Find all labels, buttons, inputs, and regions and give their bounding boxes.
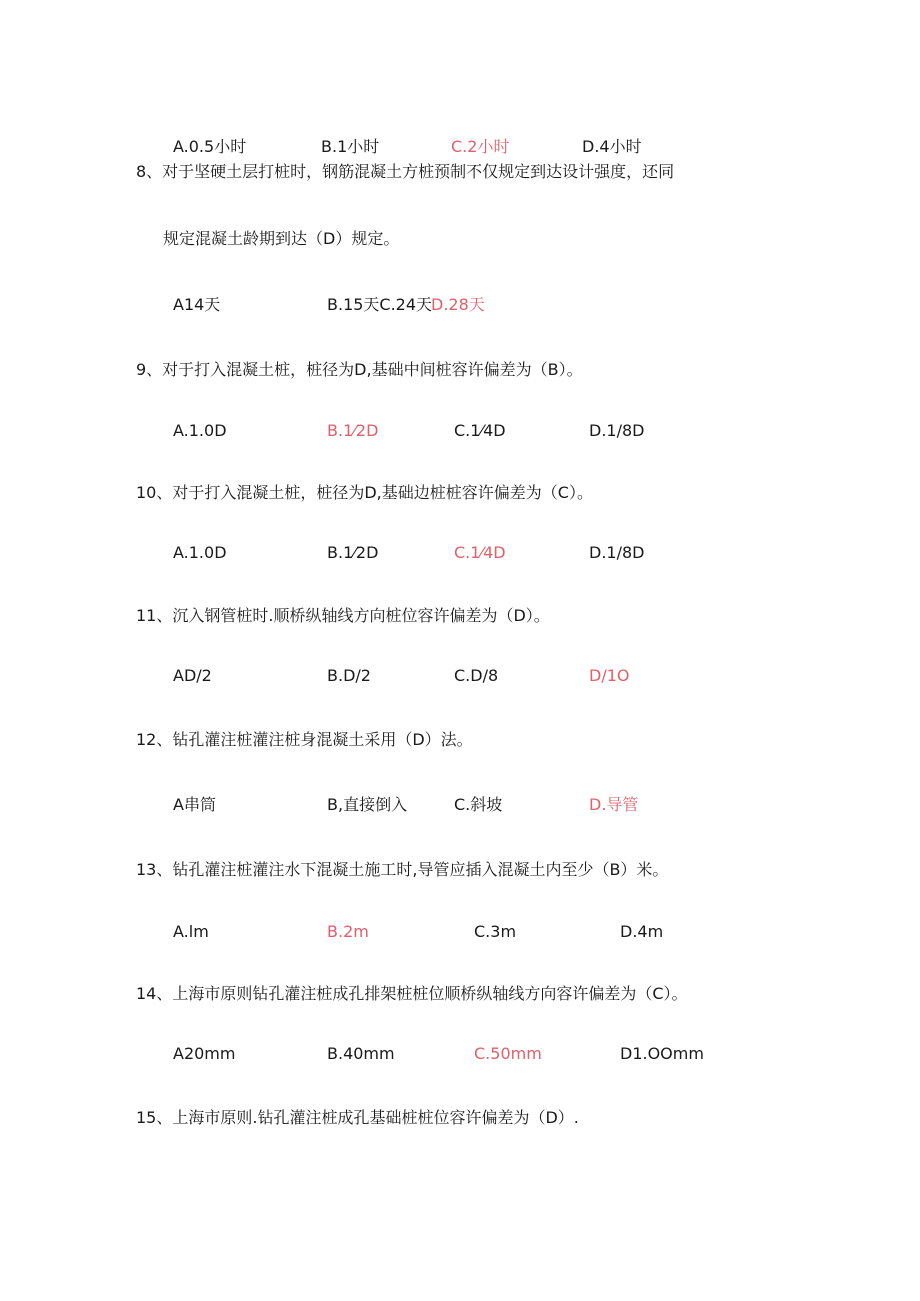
q8-option-a: A14天: [173, 295, 221, 314]
q8-question-line2: 规定混凝土龄期到达（D）规定。: [163, 229, 400, 248]
q7-option-c-answer: C.2小时: [451, 137, 510, 156]
q12-option-d-answer: D.导管: [589, 795, 639, 814]
q7-option-a: A.0.5小时: [173, 137, 247, 156]
q12-question: 12、钻孔灌注桩灌注桩身混凝土采用（D）法。: [136, 730, 473, 749]
q7-option-d: D.4小时: [582, 137, 642, 156]
q14-question: 14、上海市原则钻孔灌注桩成孔排架桩桩位顺桥纵轴线方向容许偏差为（C）。: [136, 984, 688, 1003]
q14-option-a: A20mm: [173, 1044, 236, 1063]
q14-option-d: D1.OOmm: [620, 1044, 704, 1063]
q8-question-line1: 8、对于坚硬土层打桩时，钢筋混凝土方桩预制不仅规定到达设计强度，还同: [136, 162, 675, 181]
q11-question: 11、沉入钢管桩时.顺桥纵轴线方向桩位容许偏差为（D）。: [136, 606, 550, 625]
q12-option-c: C.斜坡: [454, 795, 503, 814]
q11-option-d-answer: D/1O: [589, 666, 630, 685]
q14-option-c-answer: C.50mm: [474, 1044, 542, 1063]
q10-option-c-answer: C.1⁄4D: [454, 543, 506, 562]
q9-option-d: D.1/8D: [589, 421, 645, 440]
q9-option-b-answer: B.1⁄2D: [327, 421, 379, 440]
q13-question: 13、钻孔灌注桩灌注水下混凝土施工时,导管应插入混凝土内至少（B）米。: [136, 860, 669, 879]
q10-option-b: B.1⁄2D: [327, 543, 379, 562]
q9-question: 9、对于打入混凝土桩，桩径为D,基础中间桩容许偏差为（B）。: [136, 360, 583, 379]
q13-option-a: A.lm: [173, 922, 209, 941]
q9-option-c: C.1⁄4D: [454, 421, 506, 440]
q12-option-a: A串筒: [173, 795, 216, 814]
q9-option-a: A.1.0D: [173, 421, 227, 440]
q10-question: 10、对于打入混凝土桩，桩径为D,基础边桩桩容许偏差为（C）。: [136, 483, 593, 502]
q11-option-c: C.D/8: [454, 666, 499, 685]
q8-option-bc: B.15天C.24天: [327, 295, 433, 314]
q15-question: 15、上海市原则.钻孔灌注桩成孔基础桩桩位容许偏差为（D）.: [136, 1108, 579, 1127]
q13-option-d: D.4m: [620, 922, 664, 941]
q13-option-c: C.3m: [474, 922, 517, 941]
q7-option-b: B.1小时: [321, 137, 380, 156]
q11-option-a: AD/2: [173, 666, 212, 685]
q14-option-b: B.40mm: [327, 1044, 395, 1063]
q10-option-a: A.1.0D: [173, 543, 227, 562]
q8-option-d-answer: D.28天: [431, 295, 485, 314]
q10-option-d: D.1/8D: [589, 543, 645, 562]
q13-option-b-answer: B.2m: [327, 922, 369, 941]
q12-option-b: B,直接倒入: [327, 795, 408, 814]
q11-option-b: B.D/2: [327, 666, 371, 685]
